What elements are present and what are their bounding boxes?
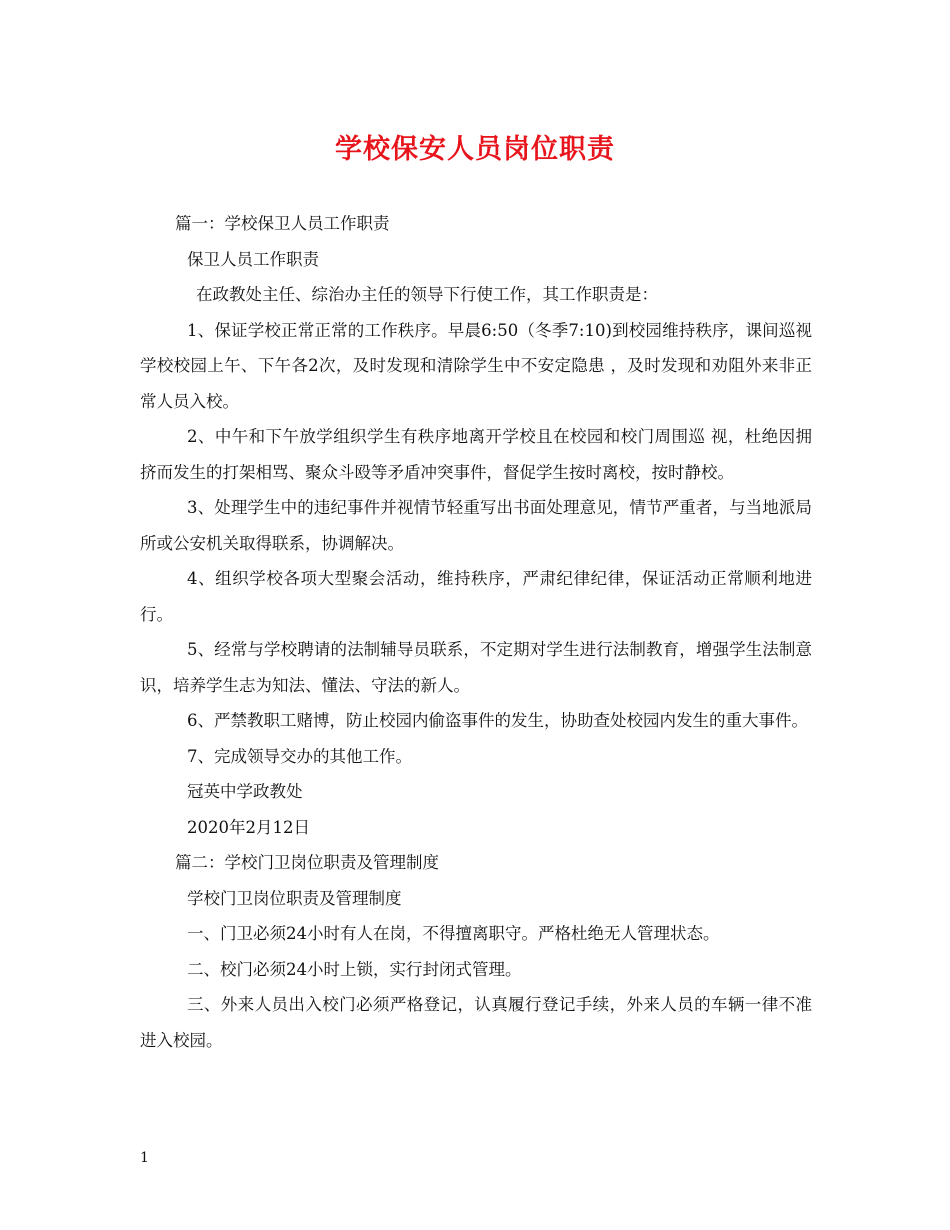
duty-item-4: 4、组织学校各项大型聚会活动，维持秩序，严肃纪律纪律，保证活动正常顺利地进行。 [140, 569, 812, 624]
signature-department: 冠英中学政教处 [187, 782, 303, 801]
document-title: 学校保安人员岗位职责 [335, 134, 615, 165]
subheading-1: 保卫人员工作职责 [187, 249, 319, 269]
rule-item-3: 三、外来人员出入校门必须严格登记，认真履行登记手续，外来人员的车辆一律不准进入校园。 [140, 995, 812, 1050]
duty-item-7: 7、完成领导交办的其他工作。 [187, 746, 412, 766]
duty-item-3: 3、处理学生中的违纪事件并视情节轻重写出书面处理意见，情节严重者，与当地派局所或公安机关取得联系，协调解决。 [140, 498, 812, 553]
rule-item-2: 二、校门必须24小时上锁，实行封闭式管理。 [187, 959, 522, 979]
duty-item-2: 2、中午和下午放学组织学生有秩序地离开学校且在校园和校门周围巡 视，杜绝因拥挤而发生的打架相骂、聚众斗殴等矛盾冲突事件，督促学生按时离校，按时静校。 [140, 427, 812, 482]
section-heading-1: 篇一：学校保卫人员工作职责 [175, 214, 390, 233]
intro-paragraph: 在政教处主任、综治办主任的领导下行使工作，其工作职责是： [196, 285, 658, 304]
page-number: 1 [140, 1150, 149, 1166]
duty-item-5: 5、经常与学校聘请的法制辅导员联系，不定期对学生进行法制教育，增强学生法制意识，培养学生志为知法、懂法、守法的新人。 [140, 640, 812, 695]
subheading-2: 学校门卫岗位职责及管理制度 [187, 888, 402, 908]
document-body [140, 206, 812, 1058]
rule-item-1: 一、门卫必须24小时有人在岗，不得擅离职守。严格杜绝无人管理状态。 [187, 924, 720, 943]
duty-item-1: 1、保证学校正常正常的工作秩序。早晨6:50（冬季7:10)到校园维持秩序，课间巡视学校校园上午、下午各2次，及时发现和清除学生中不安定隐患 ，及时发现和劝阻外来非正常人员入校。 [140, 320, 812, 411]
signature-date: 2020年2月12日 [187, 817, 310, 837]
duty-item-6: 6、严禁教职工赌博，防止校园内偷盗事件的发生，协助查处校园内发生的重大事件。 [187, 711, 808, 730]
section-heading-2: 篇二：学校门卫岗位职责及管理制度 [175, 853, 439, 872]
